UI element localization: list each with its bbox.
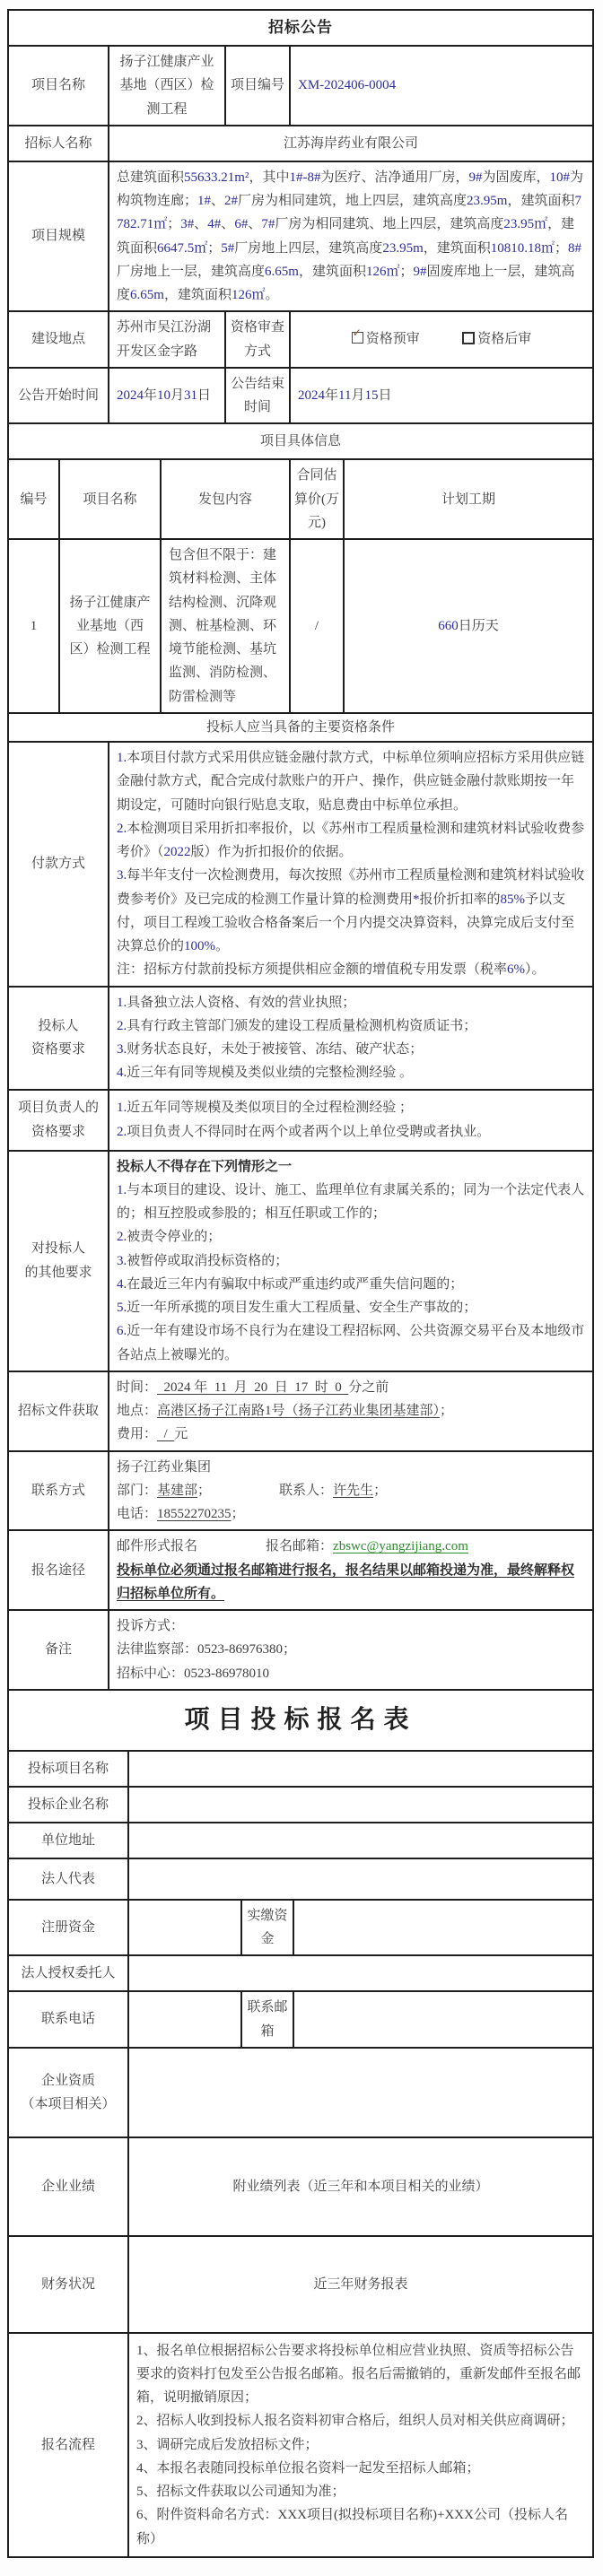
field-bid-project-name[interactable] <box>128 1751 593 1787</box>
value-project-scale: 总建筑面积55633.21m²，其中1#-8#为医疗、洁净通用厂房，9#为固废库，10#为构筑物连廊；1#、2#厂房为相同建筑，地上四层，建筑高度23.95m，建筑面积7782.71㎡；3#、4#、6#、7#厂房为相同建筑、地上四层，建筑高度23.95㎡，建筑面积6647.5㎡；5#厂房地上四层，建筑高度23.95m，建筑面积10810.18㎡；8#厂房地上一层，建筑高度6.65m，建筑面积126㎡；9#固废库地上一层，建筑高度6.65m，建筑面积126㎡。 <box>109 161 593 312</box>
cell-content: 包含但不限于：建筑材料检测、主体结构检测、沉降观测、桩基检测、环境节能检测、基坑监测、消防检测、防雷检测等 <box>161 539 290 713</box>
review-postqualification-label: 资格后审 <box>477 332 532 347</box>
value-remark <box>109 1610 593 1690</box>
payment-item: 2.本检测项目采用折扣率报价，以《苏州市工程质量检测和建筑材料试验收费参考价》（2022版）作为折扣报价的依据。 <box>117 821 585 859</box>
contact-dept-person: 部门：基建部； 联系人：许先生； <box>117 1483 388 1498</box>
process-step: 3、调研完成后发放招标文件； <box>136 2437 319 2452</box>
process-step: 6、附件资料命名方式：XXX项目(拟投标项目名称)+XXX公司（投标人名称） <box>136 2508 568 2546</box>
value-project-no: XM-202406-0004 <box>290 46 593 126</box>
cell-price: / <box>290 539 344 713</box>
label-start-time: 公告开始时间 <box>8 368 109 424</box>
label-remark: 备注 <box>8 1610 109 1690</box>
label-project-no: 项目编号 <box>225 46 290 126</box>
field-contact-email[interactable] <box>293 1991 593 2048</box>
detail-section-title: 项目具体信息 <box>8 423 593 459</box>
bidder-requirement-item: 2.具有行政主管部门颁发的建设工程质量检测机构资质证书； <box>117 1018 477 1033</box>
other-requirement-item: 5.近一年所承揽的项目发生重大工程质量、安全生产事故的； <box>117 1301 477 1315</box>
signup-form-table <box>7 1689 594 2558</box>
value-doc-obtain <box>109 1371 593 1451</box>
bidder-requirement-item: 3.财务状态良好，未处于被接管、冻结、破产状态； <box>117 1042 424 1057</box>
label-bidder-requirements: 投标人 资格要求 <box>8 987 109 1090</box>
label-bid-company-name: 投标企业名称 <box>8 1787 128 1823</box>
label-project-name: 项目名称 <box>8 46 109 126</box>
process-step: 1、报名单位根据招标公告要求将投标单位相应营业执照、资质等招标公告要求的资料打包发至公告报名邮箱。报名后需撤销的，重新发邮件至报名邮箱，说明撤销原因； <box>136 2343 581 2406</box>
label-project-scale: 项目规模 <box>8 161 109 312</box>
label-financial-status: 财务状况 <box>8 2236 128 2333</box>
value-bidder-requirements <box>109 987 593 1090</box>
label-tenderee: 招标人名称 <box>8 126 109 161</box>
value-tenderee: 江苏海岸药业有限公司 <box>109 126 593 161</box>
doc-obtain-fee: 费用： / 元 <box>117 1427 188 1442</box>
value-project-name: 扬子江健康产业基地（西区）检测工程 <box>109 46 225 126</box>
col-header-content: 发包内容 <box>161 459 290 539</box>
col-header-price: 合同估算价(万元) <box>290 459 344 539</box>
label-payment-method: 付款方式 <box>8 742 109 987</box>
value-payment-method <box>109 742 593 987</box>
process-step: 4、本报名表随同投标单位报名资料一起发至招标人邮箱； <box>136 2460 480 2476</box>
bidder-requirement-item: 1.具备独立法人资格、有效的营业执照； <box>117 995 356 1010</box>
unchecked-checkbox-icon <box>462 332 475 344</box>
value-end-time: 2024年11月15日 <box>290 368 593 424</box>
label-company-performance: 企业业绩 <box>8 2137 128 2236</box>
payment-item: 1.本项目付款方式采用供应链金融付款方式，中标单位须响应招标方采用供应链金融付款方式，配合完成付款账户的开户、操作，供应链金融付款账期按一年期设定，可随时向银行贴息支取，贴息费由中标单位承担。 <box>117 751 585 813</box>
field-company-address[interactable] <box>128 1823 593 1858</box>
col-header-duration: 计划工期 <box>344 459 593 539</box>
announcement-title: 招标公告 <box>8 10 593 46</box>
label-legal-representative: 法人代表 <box>8 1858 128 1900</box>
value-site: 苏州市吴江汾湖开发区金字路 <box>109 311 225 368</box>
bidder-requirement-item: 4.近三年有同等规模及类似业绩的完整检测经验 。 <box>117 1066 414 1081</box>
remark-line: 招标中心：0523-86978010 <box>117 1666 269 1681</box>
doc-obtain-time: 时间： 2024 年 11 月 20 日 17 时 0 分之前 <box>117 1379 389 1395</box>
value-signup-channel <box>109 1530 593 1610</box>
signup-form-title: 项目投标报名表 <box>8 1690 593 1751</box>
label-authorized-agent: 法人授权委托人 <box>8 1955 128 1991</box>
field-authorized-agent[interactable] <box>128 1955 593 1991</box>
remark-line: 投诉方式： <box>117 1619 185 1633</box>
payment-item: 3.每半年支付一次检测费用，每次按照《苏州市工程质量检测和建筑材料试验收费参考价》及已完成的检测工作量计算的检测费用*报价折扣率的85%予以支付，项目工程竣工验收合格备案后一个月内提交决算资料，决算完成后支付至决算总价的100%。 <box>117 868 585 953</box>
announcement-table <box>7 9 594 460</box>
label-other-requirements: 对投标人 的其他要求 <box>8 1151 109 1371</box>
field-bid-company-name[interactable] <box>128 1787 593 1823</box>
qualification-table <box>7 712 594 1691</box>
label-contact-email: 联系邮箱 <box>241 1991 293 2048</box>
value-other-requirements <box>109 1151 593 1371</box>
other-requirement-item: 2.被责令停业的； <box>117 1230 222 1245</box>
label-signup-process: 报名流程 <box>8 2333 128 2557</box>
field-contact-phone[interactable] <box>128 1991 241 2048</box>
value-contact <box>109 1451 593 1531</box>
label-registered-capital: 注册资金 <box>8 1900 128 1956</box>
value-signup-process <box>128 2333 593 2557</box>
value-leader-requirements <box>109 1090 593 1151</box>
project-detail-table <box>7 458 594 714</box>
label-bid-project-name: 投标项目名称 <box>8 1751 128 1787</box>
cell-duration: 660日历天 <box>344 539 593 713</box>
value-start-time: 2024年10月31日 <box>109 368 225 424</box>
field-registered-capital[interactable] <box>128 1900 241 1956</box>
process-step: 5、招标文件获取以公司通知为准； <box>136 2485 345 2500</box>
signup-email-link[interactable]: zbswc@yangzijiang.com <box>333 1539 468 1554</box>
label-contact: 联系方式 <box>8 1451 109 1531</box>
payment-item: 注：招标方付款前投标方须提供相应金额的增值税专用发票（税率6%）。 <box>117 962 546 978</box>
value-financial-status: 近三年财务报表 <box>128 2236 593 2333</box>
checked-checkbox-icon: ✓ <box>352 332 363 344</box>
label-review-method: 资格审查方式 <box>225 311 290 368</box>
field-paid-capital[interactable] <box>293 1900 593 1956</box>
label-site: 建设地点 <box>8 311 109 368</box>
other-requirement-item: 1.与本项目的建设、设计、施工、监理单位有隶属关系的；同为一个法定代表人的；相互控股或参股的；相互任职或工作的； <box>117 1182 585 1221</box>
value-review-method <box>290 311 593 368</box>
table-row <box>8 539 593 713</box>
cell-no: 1 <box>8 539 59 713</box>
field-company-qualification[interactable] <box>128 2048 593 2137</box>
leader-requirement-item: 1.近五年同等规模及类似项目的全过程检测经验 ； <box>117 1101 414 1116</box>
process-step: 2、招标人收到投标人报名资料初审合格后，组织人员对相关供应商调研； <box>136 2414 574 2429</box>
other-requirement-item: 3.被暂停或取消投标资格的； <box>117 1253 289 1268</box>
label-doc-obtain: 招标文件获取 <box>8 1371 109 1451</box>
label-signup-channel: 报名途径 <box>8 1530 109 1610</box>
label-paid-capital: 实缴资金 <box>241 1900 293 1956</box>
review-prequalification-label: 资格预审 <box>365 332 420 347</box>
contact-phone: 电话：18552270235； <box>117 1507 245 1521</box>
label-end-time: 公告结束时间 <box>225 368 290 424</box>
label-contact-phone: 联系电话 <box>8 1991 128 2048</box>
other-requirement-item: 4.在最近三年内有骗取中标或严重违约或严重失信问题的； <box>117 1276 464 1292</box>
field-legal-representative[interactable] <box>128 1858 593 1900</box>
remark-line: 法律监察部：0523-86976380； <box>117 1642 296 1658</box>
signup-email-line: 邮件形式报名 报名邮箱：zbswc@yangzijiang.com <box>117 1539 468 1554</box>
contact-company: 扬子江药业集团 <box>117 1459 212 1475</box>
leader-requirement-item: 2.项目负责人不得同时在两个或者两个以上单位受聘或者执业。 <box>117 1124 491 1139</box>
value-company-performance: 附业绩列表（近三年和本项目相关的业绩） <box>128 2137 593 2236</box>
label-company-qualification: 企业资质 （本项目相关） <box>8 2048 128 2137</box>
cell-name: 扬子江健康产业基地（西区）检测工程 <box>59 539 161 713</box>
other-requirement-item: 6.近一年有建设市场不良行为在建设工程招标网、公共资源交易平台及本地级市各站点上被曝光的。 <box>117 1324 585 1362</box>
label-company-address: 单位地址 <box>8 1823 128 1858</box>
col-header-no: 编号 <box>8 459 59 539</box>
col-header-name: 项目名称 <box>59 459 161 539</box>
doc-obtain-place: 地点：高港区扬子江南路1号（扬子江药业集团基建部）； <box>117 1404 454 1418</box>
label-leader-requirements: 项目负责人的资格要求 <box>8 1090 109 1151</box>
signup-notice: 投标单位必须通过报名邮箱进行报名，报名结果以邮箱投递为准，最终解释权归招标单位所有。 <box>117 1562 575 1601</box>
qualification-section-title: 投标人应当具备的主要资格条件 <box>8 713 593 742</box>
other-requirements-heading: 投标人不得存在下列情形之一 <box>117 1159 293 1174</box>
